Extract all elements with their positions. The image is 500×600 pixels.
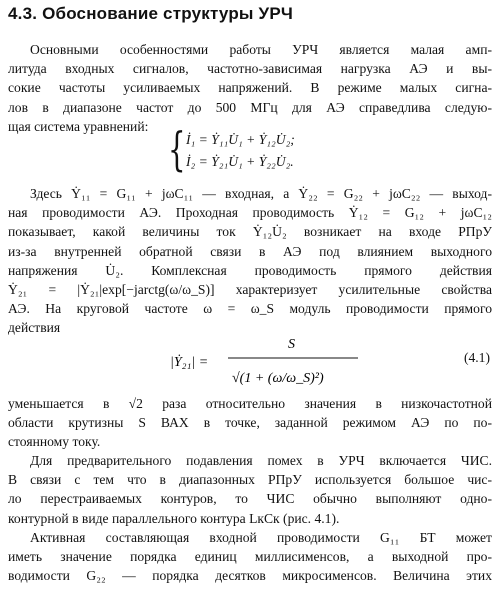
paragraph-admittances — [8, 184, 492, 338]
text-line: щая система уравнений: — [8, 118, 149, 134]
text-line: водимости G₂₂ — порядка десятков микросименсов. Величина этих — [8, 568, 492, 584]
paragraph-conductance — [8, 528, 492, 586]
text-line: контурной в виде параллельного контура LкCк (рис. 4.1). — [8, 510, 340, 526]
text-line: Здесь Ẏ₁₁ = G₁₁ + jωC₁₁ — входная, а Ẏ₂₂ = G₂₂ + jωC₂₂ — выход- — [30, 186, 492, 201]
text-line: Основными особенностями работы УРЧ является малая амп- — [30, 42, 492, 57]
text-line: литуда входных сигналов, частотно-зависимая нагрузка АЭ и вы- — [8, 61, 492, 77]
text-line: АЭ. На круговой частоте ω = ω_S модуль проводимости прямого — [8, 301, 492, 317]
text-line: уменьшается в √2 раза относительно значения в низкочастотной — [8, 396, 492, 411]
text-line: иметь значение порядка единиц миллисименсов, а выходной про- — [8, 549, 492, 565]
paragraph-intro — [8, 40, 492, 136]
section-heading: 4.3. Обоснование структуры УРЧ — [8, 4, 294, 23]
text-line: из-за внутренней обратной связи в АЭ под влиянием выходного — [8, 243, 492, 259]
formula-denominator: √(1 + (ω/ω_S)²) — [232, 371, 324, 386]
text-line: стоянному току. — [8, 434, 101, 450]
text-line: области крутизны S ВАХ в точке, заданной режимом АЭ по по- — [8, 415, 492, 431]
formula-numerator: S — [288, 337, 295, 352]
text-line: ло перестраиваемых контуров, то ЧИС обычно выполняют одно- — [8, 491, 492, 507]
text-line: Для предварительного подавления помех в УРЧ включается ЧИС. — [30, 453, 492, 468]
text-line: ная проводимости АЭ. Проходная проводимость Ẏ₁₂ = G₁₂ + jωC₁₂ — [8, 205, 492, 221]
formula-graphic — [170, 328, 430, 392]
system-brace: { — [168, 122, 186, 176]
text-line: показывает, какой величины ток Ẏ₁₂U̇₂ возникает на входе РПрУ — [8, 224, 492, 240]
text-line: В связи с тем что в диапазонных РПрУ используется большое чис- — [8, 472, 492, 488]
text-line: Ẏ₂₁ = |Ẏ₂₁|exp[−jarctg(ω/ω_S)] характеризует усилительные свойства — [8, 282, 492, 298]
equation-number: (4.1) — [463, 350, 490, 365]
paragraph-root2 — [8, 394, 492, 452]
formula-lhs: |Ẏ₂₁| = — [170, 355, 209, 370]
text-line: Активная составляющая входной проводимости G₁₁ БТ может — [30, 530, 492, 545]
text-line: напряжения U̇₂. Комплексная проводимость прямого действия — [8, 262, 492, 278]
text-line: сокие частоты усиливаемых напряжений. В режиме малых сигна- — [8, 80, 492, 96]
system-equation-2: İ₂ = Ẏ₂₁U̇₁ + Ẏ₂₂U̇₂. — [186, 154, 294, 169]
text-line: действия — [8, 320, 61, 336]
system-equation-1: İ₁ = Ẏ₁₁U̇₁ + Ẏ₁₂U̇₂; — [186, 132, 295, 147]
paragraph-filter — [8, 451, 492, 528]
text-line: лов в диапазоне частот до 500 МГц для АЭ справедлива следую- — [8, 99, 492, 115]
